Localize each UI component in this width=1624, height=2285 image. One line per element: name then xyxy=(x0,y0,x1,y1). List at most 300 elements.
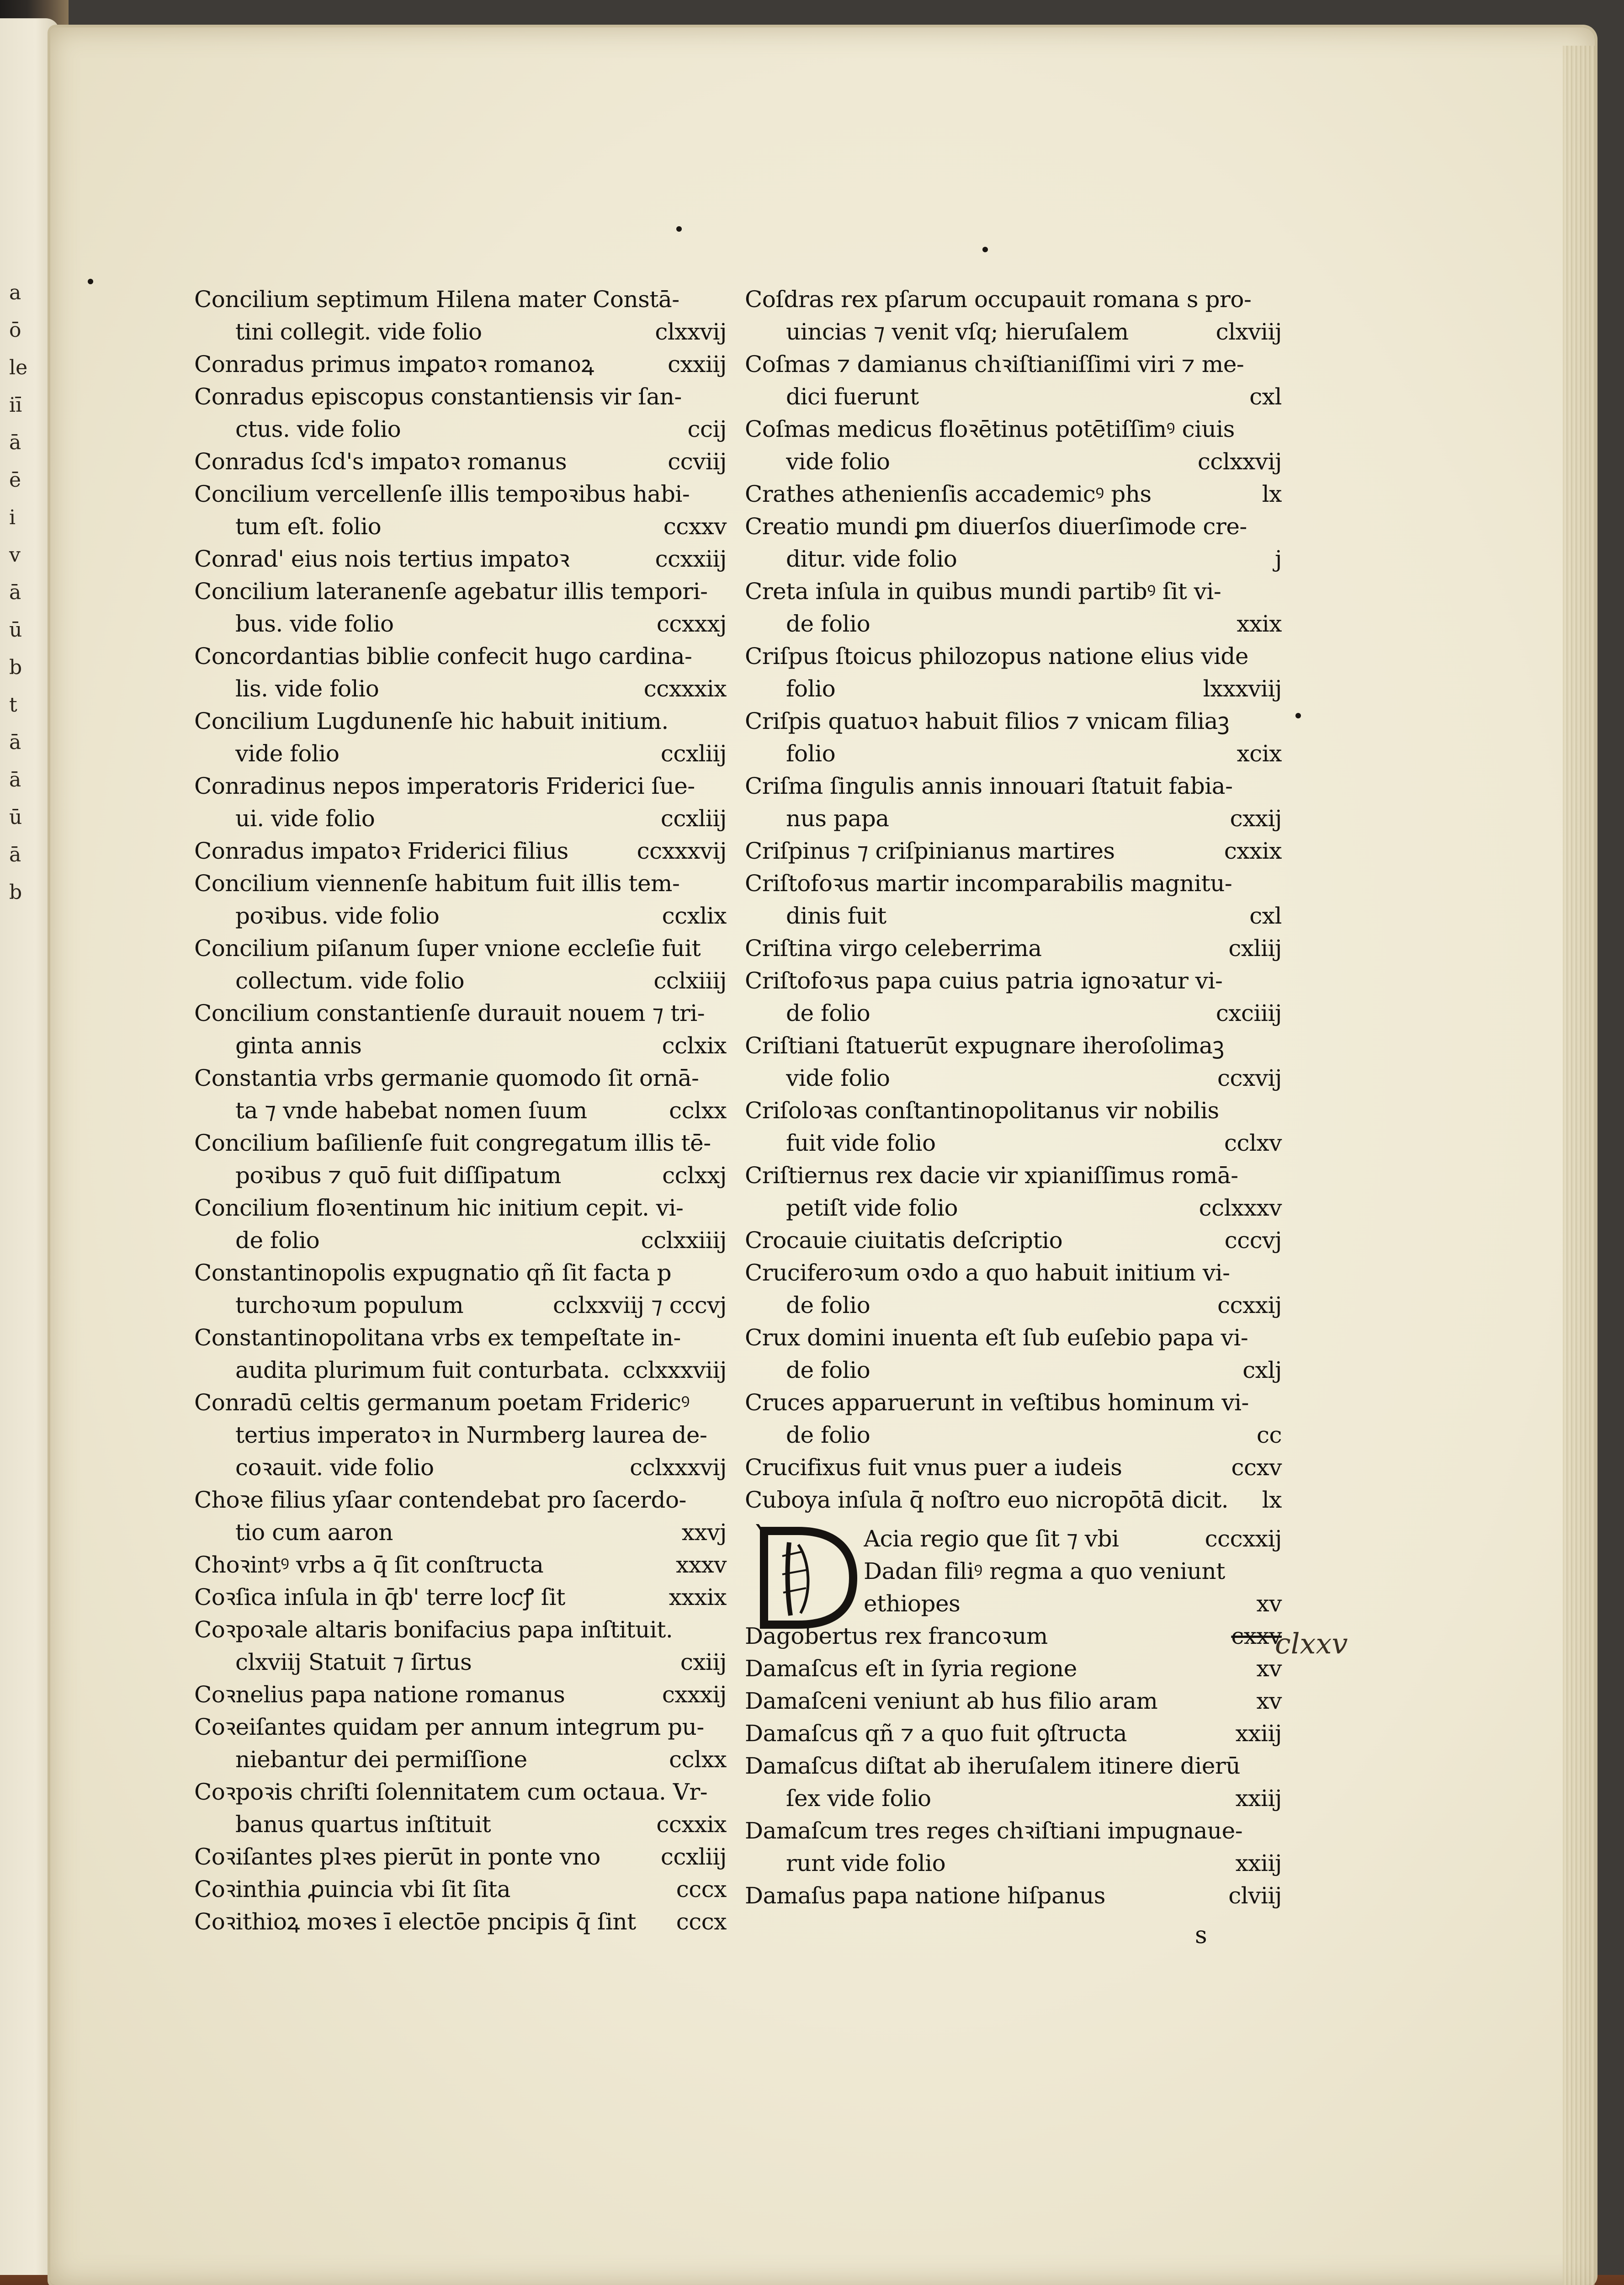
index-entry xyxy=(745,1717,1282,1750)
index-entry-text: Concordantias biblie confecit hugo cardina- xyxy=(194,643,692,670)
folio-reference: xxxv xyxy=(676,1552,727,1578)
folio-reference: xv xyxy=(1256,1688,1282,1714)
index-entry-text: dinis fuit xyxy=(786,903,886,929)
index-entry-line xyxy=(194,413,727,446)
index-entry-line xyxy=(194,1192,727,1224)
index-entry-text: Criſma ſingulis annis innouari ſtatuit fabia- xyxy=(745,773,1233,799)
index-entry-text: de folio xyxy=(786,1292,870,1318)
index-entry-line xyxy=(745,965,1282,997)
index-entry-line xyxy=(194,1516,727,1549)
folio-reference: ccxxix xyxy=(656,1811,727,1838)
index-entry-text: Criſtiernus rex dacie vir xpianiſſimus romā- xyxy=(745,1162,1238,1189)
folio-reference: cxl xyxy=(1249,383,1282,410)
index-entry xyxy=(194,867,727,932)
folio-reference: ccxliij xyxy=(660,1844,727,1870)
index-entry-line xyxy=(194,510,727,543)
index-entry-line xyxy=(194,1127,727,1159)
index-entry-text: Concilium vercellenſe illis tempoꝛibus habi- xyxy=(194,481,690,507)
index-entry-line xyxy=(745,900,1282,932)
folio-reference: ccxliij xyxy=(660,740,727,767)
index-entry xyxy=(745,1095,1282,1159)
folio-reference: cxxix xyxy=(1224,838,1282,864)
folio-reference: cxxiij xyxy=(668,351,727,377)
index-entry-text: turchoꝛum populum xyxy=(235,1292,464,1318)
index-entry-text: Constantinopolis expugnatio qñ ſit facta p xyxy=(194,1259,672,1286)
index-entry-text: Criſtofoꝛus martir incomparabilis magnitu- xyxy=(745,870,1232,897)
index-entry-text: ſex vide folio xyxy=(786,1785,931,1812)
index-entry xyxy=(745,1815,1282,1880)
index-entry xyxy=(745,1484,1282,1516)
index-entry-text: Dadan filiꝰ regma a quo veniunt xyxy=(864,1558,1225,1584)
index-entry xyxy=(194,770,727,835)
index-entry-line xyxy=(194,381,727,413)
ink-dot xyxy=(982,247,988,252)
index-entry-line xyxy=(745,608,1282,640)
index-entry xyxy=(194,1192,727,1257)
index-entry-text: lis. vide folio xyxy=(235,675,379,702)
index-entry xyxy=(745,478,1282,510)
index-entry-line xyxy=(745,1419,1282,1451)
index-entry-text: Criſtina virgo celeberrima xyxy=(745,935,1042,962)
index-entry xyxy=(194,640,727,705)
index-entry-line xyxy=(745,1354,1282,1387)
index-entry-text: Concilium viennenſe habitum fuit illis tem- xyxy=(194,870,680,897)
index-entry-line xyxy=(745,543,1282,575)
index-entry-line xyxy=(745,1484,1282,1516)
index-entry-text: ui. vide folio xyxy=(235,805,375,832)
index-entry-line xyxy=(745,1847,1282,1880)
index-column-right xyxy=(745,283,1282,1912)
index-entry-text: nus papa xyxy=(786,805,889,832)
signature-mark: s xyxy=(1195,1922,1207,1949)
index-entry-text: Creatio mundi ꝑm diuerſos diuerſimode cre- xyxy=(745,513,1247,540)
index-entry-line xyxy=(745,1782,1282,1815)
folio-reference: cclxx xyxy=(669,1746,727,1773)
index-entry-text: Conradus ſcd's impatoꝛ romanus xyxy=(194,448,567,475)
index-entry-line xyxy=(194,1614,727,1646)
index-entry-text: Damaſus papa natione hiſpanus xyxy=(745,1882,1105,1909)
index-entry-line xyxy=(194,1062,727,1095)
index-entry-text: Conradus primus imꝑatoꝛ romanoꝝ xyxy=(194,351,594,377)
folio-reference: ccxxiij xyxy=(655,546,727,572)
index-entry-line xyxy=(194,835,727,867)
index-entry-text: folio xyxy=(786,740,836,767)
index-entry-text: Criſpinus ⁊ criſpinianus martires xyxy=(745,838,1115,864)
index-entry-line xyxy=(194,1224,727,1257)
index-entry-text: Coſmas medicus floꝛētinus potētiſſimꝰ ciuis xyxy=(745,416,1235,442)
folio-reference: xxiij xyxy=(1235,1720,1282,1747)
index-entry-line xyxy=(745,413,1282,446)
index-entry-text: Crux domini inuenta eſt ſub euſebio papa vi- xyxy=(745,1324,1248,1351)
index-entry-line xyxy=(194,1776,727,1808)
index-entry-line xyxy=(194,348,727,381)
index-entry-text: Acia regio que ſit ⁊ vbi xyxy=(864,1525,1119,1552)
index-entry-text: fuit vide folio xyxy=(786,1130,936,1156)
index-entry-line xyxy=(745,1289,1282,1322)
index-entry-line xyxy=(745,673,1282,705)
index-entry-line xyxy=(194,1387,727,1419)
index-entry xyxy=(745,283,1282,348)
index-entry-line xyxy=(745,283,1282,316)
folio-reference: cxxxij xyxy=(662,1681,727,1708)
index-entry-text: banus quartus inſtituit xyxy=(235,1811,491,1838)
index-entry-text: Coꝛpoꝛale altaris bonifacius papa inſtituit. xyxy=(194,1616,673,1643)
index-entry xyxy=(194,478,727,543)
folio-reference: xxvj xyxy=(681,1519,727,1546)
folio-reference: lx xyxy=(1262,1487,1282,1513)
index-entry xyxy=(745,1030,1282,1095)
index-entry xyxy=(194,1062,727,1127)
index-entry xyxy=(194,1484,727,1549)
index-entry xyxy=(194,1322,727,1387)
decorated-initial-d xyxy=(755,1524,860,1631)
index-entry-text: Choꝛintꝰ vrbs a q̄ ſit conſtructa xyxy=(194,1552,544,1578)
index-entry-text: petiſt vide folio xyxy=(786,1195,958,1221)
folio-reference: ccxxxix xyxy=(643,675,727,702)
index-entry-line xyxy=(194,1095,727,1127)
index-entry-text: coꝛauit. vide folio xyxy=(235,1454,434,1481)
index-entry-line xyxy=(194,1679,727,1711)
index-entry-text: Damaſcus eſt in ſyria regione xyxy=(745,1655,1077,1682)
index-entry xyxy=(745,932,1282,965)
index-entry xyxy=(745,705,1282,770)
index-entry-text: Coꝛſica inſula in q̄b' terre locꝭ ſit xyxy=(194,1584,565,1610)
index-entry-text: Conrad' eius nois tertius impatoꝛ xyxy=(194,546,570,572)
folio-reference: ccviij xyxy=(668,448,727,475)
index-entry-line xyxy=(745,1127,1282,1159)
index-entry-text: poꝛibus. vide folio xyxy=(235,903,440,929)
folio-reference: cxxij xyxy=(1230,805,1282,832)
index-entry-text: dici fuerunt xyxy=(786,383,919,410)
index-entry-text: ta ⁊ vnde habebat nomen ſuum xyxy=(235,1097,587,1124)
index-entry-text: Concilium septimum Hilena mater Constā- xyxy=(194,286,679,313)
index-entry-line xyxy=(194,1808,727,1841)
index-entry xyxy=(194,1549,727,1581)
index-entry-line xyxy=(194,575,727,608)
index-entry-text: Criſpis quatuoꝛ habuit filios ⁊ vnicam filiaꝫ xyxy=(745,708,1229,734)
folio-reference: cclxxxv xyxy=(1199,1195,1282,1221)
index-entry xyxy=(194,1711,727,1776)
ink-dot xyxy=(88,279,93,284)
index-entry-line xyxy=(194,446,727,478)
index-entry-text: tum eſt. folio xyxy=(235,513,382,540)
index-entry-line xyxy=(194,608,727,640)
index-entry-line xyxy=(194,1159,727,1192)
index-entry-line xyxy=(745,802,1282,835)
index-entry-text: vide folio xyxy=(786,448,890,475)
index-entry-line xyxy=(745,640,1282,673)
index-entry-line xyxy=(745,1257,1282,1289)
index-entry-line xyxy=(194,1581,727,1614)
index-entry xyxy=(745,1159,1282,1224)
index-entry-text: Criſpus ſtoicus philozopus natione elius vide xyxy=(745,643,1248,670)
folio-reference: cccvj xyxy=(1224,1227,1282,1254)
index-entry-line xyxy=(194,1841,727,1873)
index-entry-text: de folio xyxy=(235,1227,320,1254)
index-entry-line xyxy=(194,900,727,932)
index-entry-line xyxy=(745,348,1282,381)
index-entry-text: collectum. vide folio xyxy=(235,967,465,994)
folio-reference: cxlj xyxy=(1242,1357,1282,1383)
index-entry xyxy=(745,510,1282,575)
index-entry-text: Conradus episcopus constantiensis vir ſan- xyxy=(194,383,682,410)
folio-reference: cclxiiij xyxy=(653,967,727,994)
index-entry xyxy=(194,835,727,867)
index-entry-line xyxy=(745,1451,1282,1484)
index-entry-line xyxy=(745,738,1282,770)
index-entry-text: Conradinus nepos imperatoris Friderici ſue- xyxy=(194,773,695,799)
index-entry xyxy=(745,1224,1282,1257)
index-entry-line xyxy=(194,543,727,575)
index-entry-line xyxy=(194,1711,727,1743)
index-entry xyxy=(745,1880,1282,1912)
index-entry-line xyxy=(745,1717,1282,1750)
index-entry-text: tertius imperatoꝛ in Nurmberg laurea de- xyxy=(235,1422,707,1448)
index-entry-text: vide folio xyxy=(235,740,340,767)
index-entry-text: Criſtofoꝛus papa cuius patria ignoꝛatur vi- xyxy=(745,967,1223,994)
index-entry-line xyxy=(194,1484,727,1516)
index-entry-text: folio xyxy=(786,675,836,702)
index-entry-text: Coſdras rex pſarum occupauit romana s pro- xyxy=(745,286,1252,313)
index-entry-text: Concilium constantienſe durauit nouem ⁊ tri- xyxy=(194,1000,705,1026)
folio-reference: cccx xyxy=(676,1908,727,1935)
folio-reference: cccxxij xyxy=(1205,1525,1282,1552)
folio-reference: cc xyxy=(1256,1422,1282,1448)
folio-reference: cclxxj xyxy=(662,1162,727,1189)
index-entry-line xyxy=(745,835,1282,867)
index-entry-line xyxy=(194,1289,727,1322)
index-entry-line xyxy=(745,1387,1282,1419)
index-entry xyxy=(194,1841,727,1873)
folio-reference: ccxxij xyxy=(1217,1292,1282,1318)
folio-reference: xcix xyxy=(1237,740,1282,767)
folio-reference: xxxix xyxy=(669,1584,727,1610)
index-entry-line xyxy=(194,478,727,510)
index-entry-line xyxy=(745,1224,1282,1257)
index-entry xyxy=(194,1127,727,1192)
index-entry-line xyxy=(745,446,1282,478)
index-entry xyxy=(194,283,727,348)
index-entry-text: Coſmas ⁊ damianus chꝛiſtianiſſimi viri ⁊ me- xyxy=(745,351,1244,377)
index-entry-text: Damaſcum tres reges chꝛiſtiani impugnaue- xyxy=(745,1817,1243,1844)
index-entry-text: Dagobertus rex francoꝛum xyxy=(745,1623,1048,1649)
index-entry-line xyxy=(745,770,1282,802)
index-entry xyxy=(194,446,727,478)
index-entry-line xyxy=(194,1030,727,1062)
index-entry-text: de folio xyxy=(786,1422,870,1448)
index-entry-line xyxy=(745,1062,1282,1095)
index-entry-line xyxy=(194,932,727,965)
index-entry-text: runt vide folio xyxy=(786,1850,946,1876)
index-entry-line xyxy=(745,932,1282,965)
index-entry xyxy=(745,1322,1282,1387)
index-entry-text: Criſoloꝛas conſtantinopolitanus vir nobilis xyxy=(745,1097,1219,1124)
index-entry-line xyxy=(194,1743,727,1776)
index-entry-line xyxy=(194,1873,727,1906)
index-entry xyxy=(194,932,727,997)
folio-reference: cclxxvij xyxy=(1197,448,1282,475)
index-entry-line xyxy=(745,1815,1282,1847)
index-entry-text: Crocauie ciuitatis deſcriptio xyxy=(745,1227,1063,1254)
index-entry-text: Conradus impatoꝛ Friderici filius xyxy=(194,838,568,864)
index-entry-text: bus. vide folio xyxy=(235,611,394,637)
index-entry-text: Coꝛinthia ꝓuincia vbi ſit ſita xyxy=(194,1876,511,1902)
index-entry-text: Coꝛnelius papa natione romanus xyxy=(194,1681,565,1708)
index-entry-line xyxy=(745,1192,1282,1224)
index-entry xyxy=(194,1581,727,1614)
index-entry-line xyxy=(745,705,1282,738)
facing-page-fragments: a ō le iī ā ē i v ā ū b t ā ā ū ā b xyxy=(9,281,28,904)
index-entry-text: ditur. vide folio xyxy=(786,546,957,572)
index-entry-line xyxy=(194,1322,727,1354)
index-entry-text: Choꝛe filius yſaar contendebat pro ſacerdo- xyxy=(194,1487,686,1513)
folio-reference: cxiij xyxy=(680,1649,727,1675)
index-entry-text: de folio xyxy=(786,611,870,637)
index-entry-line xyxy=(194,997,727,1030)
index-entry xyxy=(745,1451,1282,1484)
folio-reference: cccx xyxy=(676,1876,727,1902)
index-entry-text: Concilium lateranenſe agebatur illis tempori- xyxy=(194,578,708,605)
index-entry xyxy=(194,997,727,1062)
index-entry-line xyxy=(194,673,727,705)
index-entry xyxy=(745,575,1282,640)
index-entry xyxy=(194,1873,727,1906)
ink-dot xyxy=(676,226,682,232)
index-entry-text: ethiopes xyxy=(864,1590,961,1617)
index-entry-line xyxy=(745,997,1282,1030)
index-entry-text: clxviij Statuit ⁊ ſirtus xyxy=(235,1649,472,1675)
index-entry-line xyxy=(745,1653,1282,1685)
folio-reference: cclxx xyxy=(669,1097,727,1124)
folio-reference: cxxv xyxy=(1231,1623,1282,1649)
index-column-left xyxy=(194,283,727,1938)
index-entry-line xyxy=(194,316,727,348)
page-edges xyxy=(1563,46,1595,2285)
index-entry-line xyxy=(745,316,1282,348)
folio-reference: ccij xyxy=(687,416,727,442)
index-entry xyxy=(745,348,1282,413)
index-entry-line xyxy=(194,965,727,997)
index-entry xyxy=(194,1776,727,1841)
folio-reference: clviij xyxy=(1228,1882,1282,1909)
index-entry-text: Cruciferoꝛum oꝛdo a quo habuit initium vi- xyxy=(745,1259,1230,1286)
index-entry-text: vide folio xyxy=(786,1065,890,1091)
index-entry-text: Crucifixus fuit vnus puer a iudeis xyxy=(745,1454,1122,1481)
folio-reference: ccxvij xyxy=(1217,1065,1282,1091)
folio-reference: clxxvij xyxy=(655,319,727,345)
folio-reference: ccxlix xyxy=(662,903,727,929)
index-entry-text: audita plurimum fuit conturbata. xyxy=(235,1357,610,1383)
index-entry-text: tio cum aaron xyxy=(235,1519,393,1546)
index-entry-line xyxy=(194,1451,727,1484)
folio-reference: clxviij xyxy=(1215,319,1282,345)
folio-reference: cclxxxvij xyxy=(630,1454,727,1481)
index-entry xyxy=(745,1653,1282,1685)
folio-reference: cxliij xyxy=(1228,935,1282,962)
folio-reference: xxiij xyxy=(1235,1850,1282,1876)
folio-reference: cxciiij xyxy=(1215,1000,1282,1026)
index-entry-text: Concilium piſanum ſuper vnione eccleſie fuit xyxy=(194,935,701,962)
index-entry-text: Coꝛiſantes plꝛes pierūt in ponte vno xyxy=(194,1844,600,1870)
index-entry xyxy=(194,1614,727,1679)
index-entry-line xyxy=(194,1906,727,1938)
folio-reference: lx xyxy=(1262,481,1282,507)
index-entry-line xyxy=(745,1750,1282,1782)
index-entry-line xyxy=(194,705,727,738)
index-entry-line xyxy=(194,770,727,802)
index-entry-line xyxy=(745,1030,1282,1062)
index-entry xyxy=(194,543,727,575)
index-entry xyxy=(745,640,1282,705)
folio-reference: cxl xyxy=(1249,903,1282,929)
index-entry xyxy=(745,770,1282,835)
index-entry-line xyxy=(194,738,727,770)
index-entry-line xyxy=(745,478,1282,510)
folio-reference: cclxxviij ⁊ cccvj xyxy=(552,1292,727,1318)
folio-reference: ccxxxvij xyxy=(637,838,727,864)
index-entry xyxy=(745,1685,1282,1717)
folio-reference: lxxxviij xyxy=(1203,675,1282,702)
index-entry-text: Coꝛithioꝝ moꝛes ī electōe pncipis q̄ ſint xyxy=(194,1908,636,1935)
index-entry-text: Concilium floꝛentinum hic initium cepit. vi- xyxy=(194,1195,684,1221)
index-entry xyxy=(745,1750,1282,1815)
folio-reference: cclxxiiij xyxy=(641,1227,727,1254)
index-entry xyxy=(194,1387,727,1484)
index-entry xyxy=(194,1679,727,1711)
index-entry-text: Cuboya inſula q̄ noſtro euo nicropōtā dicit. xyxy=(745,1487,1229,1513)
folio-reference: xxiij xyxy=(1235,1785,1282,1812)
folio-reference: xv xyxy=(1256,1590,1282,1617)
index-entry-line xyxy=(745,510,1282,543)
index-entry-text: Coꝛpoꝛis chriſti ſolennitatem cum octaua. Vr- xyxy=(194,1779,708,1805)
index-entry xyxy=(194,705,727,770)
folio-reference: j xyxy=(1274,546,1282,572)
index-entry-line xyxy=(194,1549,727,1581)
index-entry-text: de folio xyxy=(786,1000,870,1026)
index-entry xyxy=(194,381,727,446)
index-entry-text: Damaſceni veniunt ab hus filio aram xyxy=(745,1688,1158,1714)
ink-dot xyxy=(1295,713,1301,718)
index-entry-line xyxy=(194,1646,727,1679)
index-entry-line xyxy=(745,1322,1282,1354)
folio-reference: xxix xyxy=(1237,611,1282,637)
index-entry xyxy=(745,1257,1282,1322)
index-entry-text: ginta annis xyxy=(235,1032,362,1059)
index-entry-line xyxy=(745,381,1282,413)
index-entry xyxy=(194,1257,727,1322)
index-entry-line xyxy=(194,867,727,900)
index-entry-text: niebantur dei permiſſione xyxy=(235,1746,527,1773)
index-entry-text: de folio xyxy=(786,1357,870,1383)
folio-reference: ccxliij xyxy=(660,805,727,832)
index-entry-text: Constantinopolitana vrbs ex tempeſtate in- xyxy=(194,1324,681,1351)
index-entry xyxy=(194,1906,727,1938)
index-entry-text: poꝛibus ⁊ quō fuit diſſipatum xyxy=(235,1162,561,1189)
index-entry-line xyxy=(194,283,727,316)
index-entry-text: Coꝛeiſantes quidam per annum integrum pu- xyxy=(194,1714,704,1740)
index-entry-line xyxy=(745,1685,1282,1717)
index-entry-line xyxy=(745,575,1282,608)
folio-reference: cclxxxviij xyxy=(622,1357,727,1383)
index-entry-text: Conradū celtis germanum poetam Fridericꝰ xyxy=(194,1389,690,1416)
index-entry-line xyxy=(194,802,727,835)
index-entry-text: ctus. vide folio xyxy=(235,416,401,442)
index-entry-text: Concilium Lugdunenſe hic habuit initium. xyxy=(194,708,669,734)
index-entry xyxy=(745,965,1282,1030)
index-entry xyxy=(745,413,1282,478)
index-entry-line xyxy=(194,1354,727,1387)
index-entry xyxy=(745,867,1282,932)
